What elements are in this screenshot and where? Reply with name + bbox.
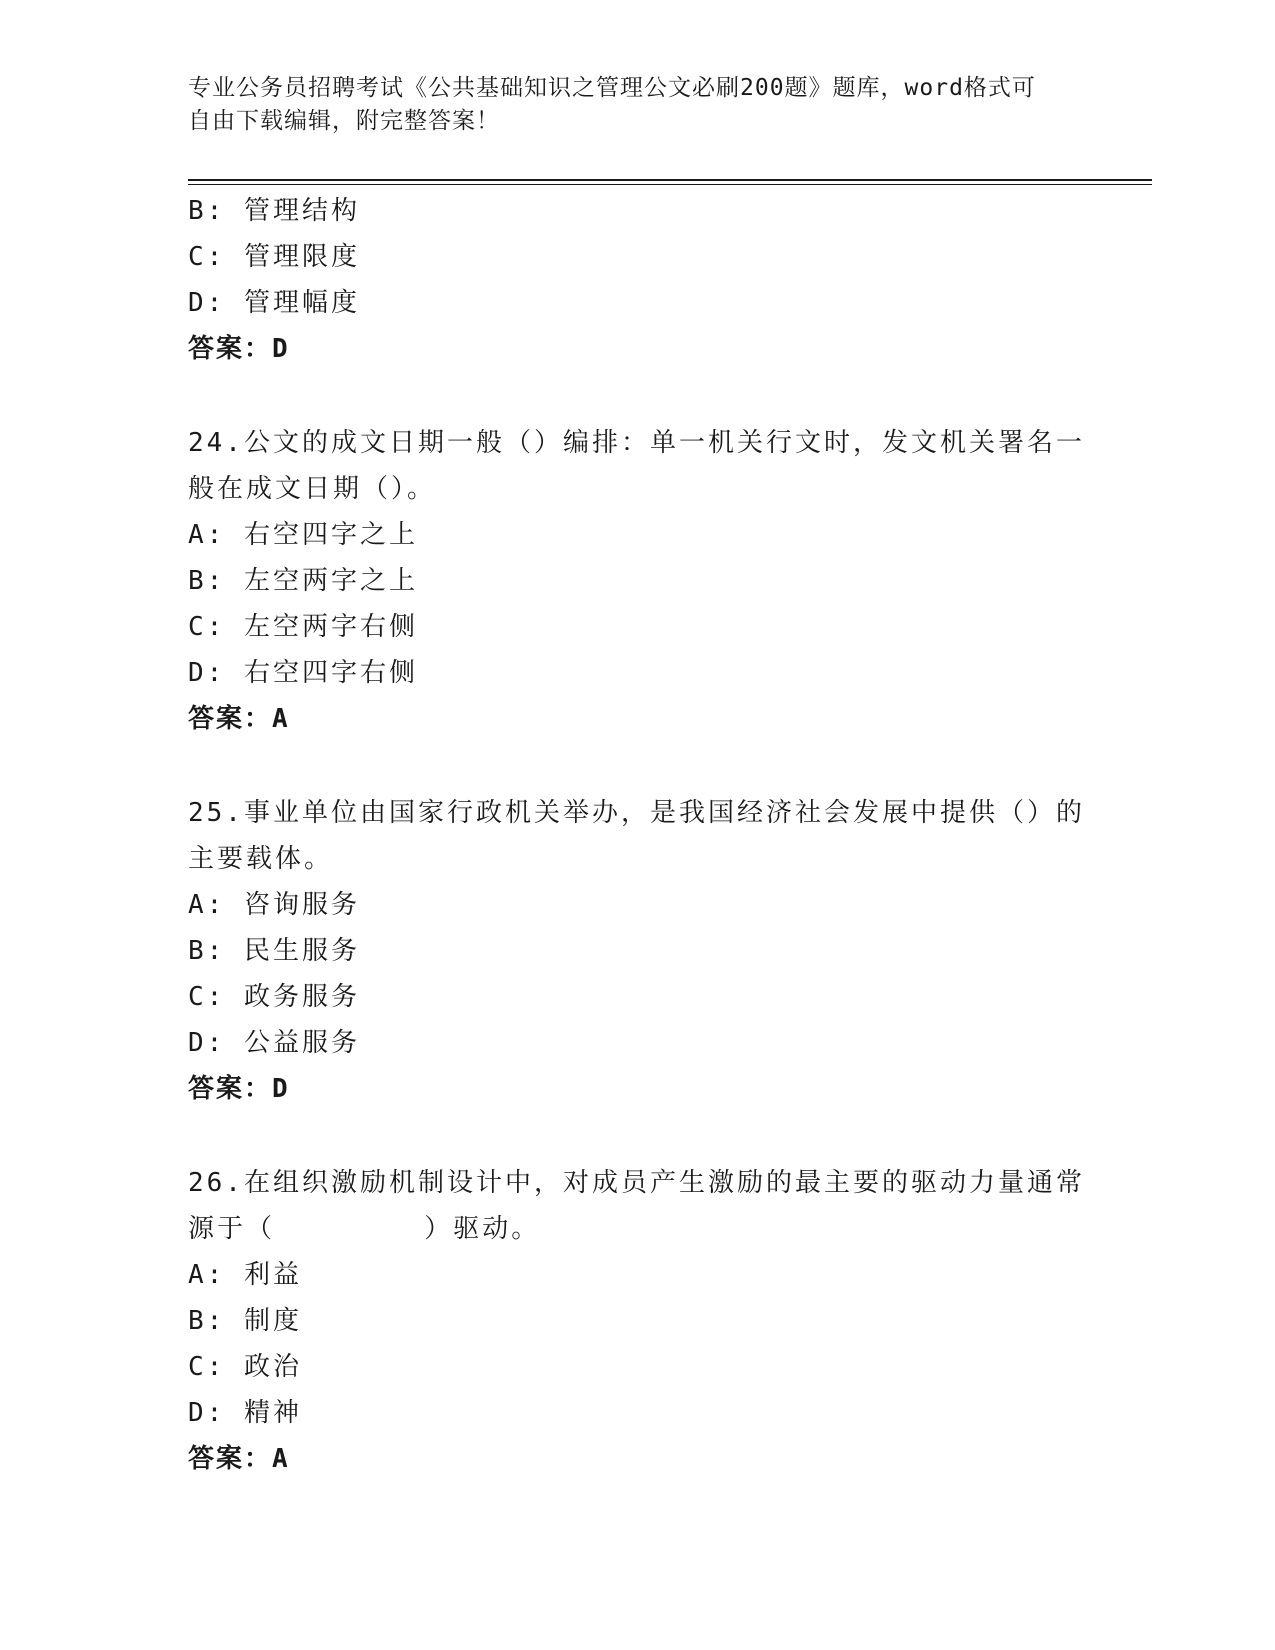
question-text-line-2: 主要载体。 bbox=[188, 844, 334, 874]
document-header bbox=[188, 72, 1088, 138]
answer: 答案：A bbox=[188, 1444, 290, 1474]
option-d: D: 公益服务 bbox=[188, 1028, 360, 1058]
option-b: B: 管理结构 bbox=[188, 196, 360, 226]
option-a: A: 咨询服务 bbox=[188, 890, 360, 920]
answer: 答案：A bbox=[188, 704, 290, 734]
answer: 答案：D bbox=[188, 1074, 290, 1104]
option-d: D: 管理幅度 bbox=[188, 288, 360, 318]
option-a: A: 右空四字之上 bbox=[188, 520, 418, 550]
question-text-line-1: 26.在组织激励机制设计中，对成员产生激励的最主要的驱动力量通常 bbox=[188, 1168, 1085, 1198]
option-c: C: 政务服务 bbox=[188, 982, 360, 1012]
header-line-2: 自由下载编辑，附完整答案！ bbox=[188, 108, 500, 134]
question-text-line-2: 般在成文日期（）。 bbox=[188, 474, 437, 504]
question-text-line-1: 25.事业单位由国家行政机关举办，是我国经济社会发展中提供（）的 bbox=[188, 798, 1085, 828]
question-24 bbox=[188, 420, 1088, 742]
question-text-line-2: 源于（ ）驱动。 bbox=[188, 1214, 541, 1244]
question-25 bbox=[188, 790, 1088, 1112]
option-b: B: 民生服务 bbox=[188, 936, 360, 966]
answer: 答案：D bbox=[188, 334, 290, 364]
header-divider bbox=[188, 179, 1152, 185]
question-26 bbox=[188, 1160, 1088, 1482]
option-d: D: 精神 bbox=[188, 1398, 302, 1428]
question-text-line-1: 24.公文的成文日期一般（）编排：单一机关行文时，发文机关署名一 bbox=[188, 428, 1085, 458]
option-c: C: 管理限度 bbox=[188, 242, 360, 272]
question-23-continuation bbox=[188, 188, 1088, 372]
option-b: B: 左空两字之上 bbox=[188, 566, 418, 596]
option-c: C: 左空两字右侧 bbox=[188, 612, 418, 642]
option-c: C: 政治 bbox=[188, 1352, 302, 1382]
option-b: B: 制度 bbox=[188, 1306, 302, 1336]
option-a: A: 利益 bbox=[188, 1260, 302, 1290]
question-list bbox=[188, 188, 1088, 1482]
header-line-1: 专业公务员招聘考试《公共基础知识之管理公文必刷200题》题库，word格式可 bbox=[188, 75, 1036, 101]
option-d: D: 右空四字右侧 bbox=[188, 658, 418, 688]
